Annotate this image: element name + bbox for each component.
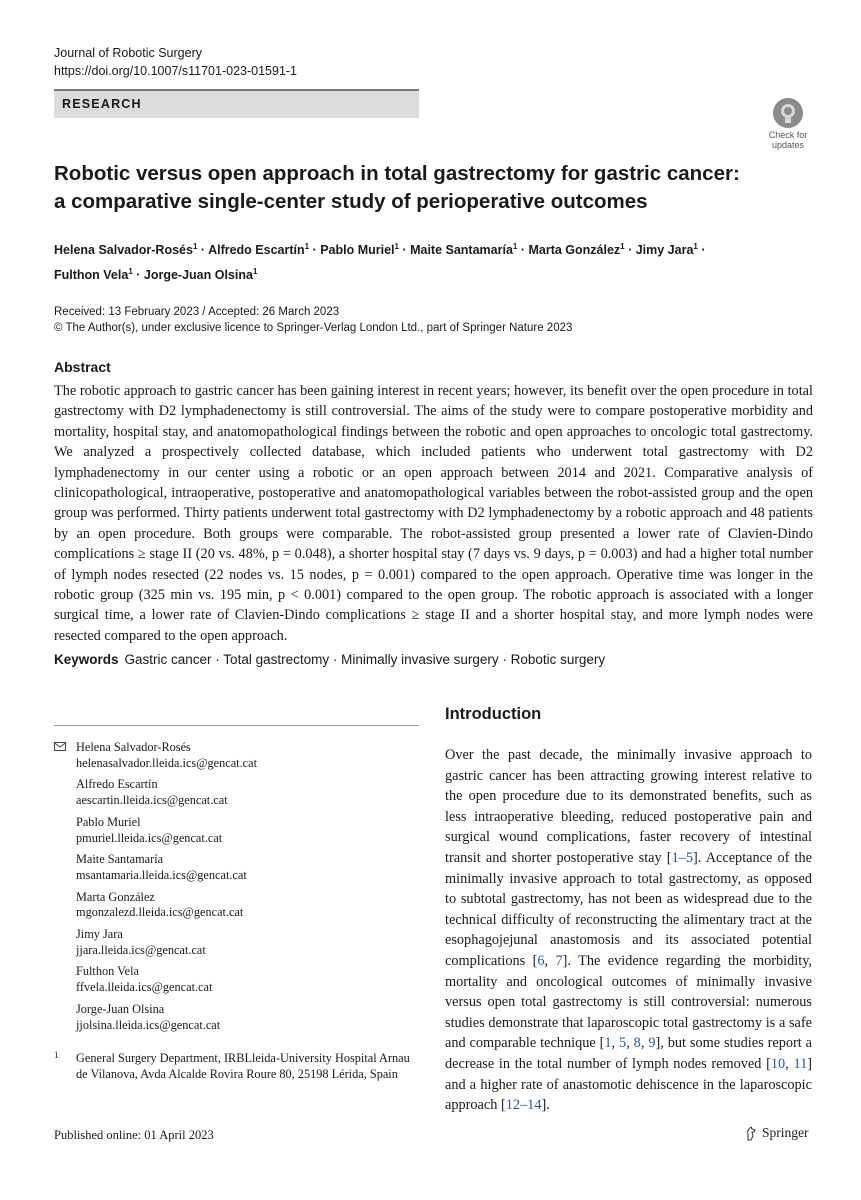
citation-link[interactable]: 7 xyxy=(555,952,563,969)
springer-logo xyxy=(745,1125,809,1141)
author-name[interactable]: Pablo Muriel xyxy=(320,243,395,258)
contact-email[interactable]: aescartin.lleida.ics@gencat.cat xyxy=(76,793,228,808)
contact-email[interactable]: helenasalvador.lleida.ics@gencat.cat xyxy=(76,755,258,770)
intro-text-segment: ] and a higher rate of anastomotic dehiscence in the laparoscopic approach [ xyxy=(445,1055,812,1114)
keywords-text: Gastric cancer · Total gastrectomy · Minimally invasive surgery · Robotic surgery xyxy=(124,652,606,667)
keywords-label: Keywords xyxy=(54,652,119,667)
title-line-2: a comparative single-center study of perioperative outcomes xyxy=(54,190,648,213)
author-list xyxy=(54,236,814,286)
intro-text-segment: , xyxy=(626,1035,634,1052)
contact-email[interactable]: jjolsina.lleida.ics@gencat.cat xyxy=(76,1017,221,1032)
intro-text-segment: , xyxy=(544,952,556,969)
author-affiliation-marker: 1 xyxy=(620,242,625,251)
contact-name: Helena Salvador-Rosés xyxy=(76,740,191,754)
contact-email[interactable]: pmuriel.lleida.ics@gencat.cat xyxy=(76,830,223,845)
introduction-text xyxy=(445,745,812,1116)
affiliation-text: General Surgery Department, IRBLleida-University Hospital Arnau de Vilanova, Avda Alcalde Rovira Roure 80, 25198 Lérida, Spain xyxy=(76,1051,410,1081)
copyright-line: © The Author(s), under exclusive licence to Springer-Verlag London Ltd., part of Springer Nature 2023 xyxy=(54,321,573,334)
citation-link[interactable]: 11 xyxy=(793,1055,808,1072)
article-dates xyxy=(54,305,572,336)
footnote-divider xyxy=(54,725,419,726)
contact-name: Jorge-Juan Olsina xyxy=(76,1001,165,1016)
contact-entry xyxy=(54,815,424,846)
author-separator: · xyxy=(197,243,209,258)
envelope-icon xyxy=(54,742,66,751)
contact-entry xyxy=(54,740,424,771)
abstract-heading: Abstract xyxy=(54,359,111,375)
author-affiliation-marker: 1 xyxy=(512,242,518,251)
abstract-text: The robotic approach to gastric cancer has been gaining interest in recent years; however, its benefit over the open procedure in total gastrectomy with D2 lymphadenectomy is still controversial. The aims of the study were to compare postoperative morbidity and mortality, hospital stay, and anatomopathological findings between the robotic and open approaches to oncologic total gastrectomy. We analyzed a prospectively collected database, which included patients who underwent total gastrectomy with D2 lymphadenectomy in our center using a robotic or an open approach between 2014 and 2021. Comparative analysis of clinicopathological, intraoperative, postoperative and anatomopathological variables between the robot-assisted group and the open group was performed. Thirty patients underwent total gastrectomy with D2 lymphadenectomy by a robotic approach and 48 patients by an open procedure. Both groups were comparable. The robot-assisted group presented a lower rate of Clavien-Dindo complications ≥ stage II (20 vs. 48%, p = 0.048), a shorter hospital stay (7 days vs. 9 days, p = 0.003) and had a higher total number of lymph nodes resected (22 nodes vs. 15 nodes, p = 0.001) compared to the open approach. Operative time was longer in the robotic group (325 min vs. 195 min, p < 0.001) compared to the open group. The robotic approach is associated with a longer surgical time, a lower rate of Clavien-Dindo complications ≥ stage II and a shorter hospital stay, and more lymph nodes were resected compared to the open approach. xyxy=(54,383,813,644)
citation-link[interactable]: 10 xyxy=(770,1055,786,1072)
citation-link[interactable]: 9 xyxy=(648,1035,656,1052)
springer-horse-icon xyxy=(745,1126,757,1141)
section-label: RESEARCH xyxy=(54,91,419,118)
contact-name: Pablo Muriel xyxy=(76,814,141,829)
publisher-name: Springer xyxy=(762,1125,809,1140)
intro-text-segment: ], but some studies report a decrease in the total number of lymph nodes removed [ xyxy=(445,1035,812,1072)
contact-list xyxy=(54,740,424,1039)
author-affiliation-marker: 1 xyxy=(693,242,698,251)
journal-name: Journal of Robotic Surgery xyxy=(54,46,202,60)
contact-name: Alfredo Escartín xyxy=(76,777,158,792)
contact-name: Maite Santamaría xyxy=(76,852,164,867)
author-separator: · xyxy=(517,243,529,258)
contact-email[interactable]: jjara.lleida.ics@gencat.cat xyxy=(76,942,206,957)
citation-link[interactable]: 6 xyxy=(537,952,545,969)
title-line-1: Robotic versus open approach in total gastrectomy for gastric cancer: xyxy=(54,162,740,185)
author-affiliation-marker: 1 xyxy=(252,267,258,277)
intro-text-segment: , xyxy=(611,1035,620,1052)
intro-text-segment: ]. The evidence regarding the morbidity, mortality and oncological outcomes of minimally invasive versus open total gastrectomy is still controversial: numerous studies demonstrate that laparoscopic total gastrectomy is a safe and comparable technique [ xyxy=(445,952,812,1052)
author-separator: · xyxy=(624,243,636,258)
published-online: Published online: 01 April 2023 xyxy=(54,1128,214,1142)
author-name[interactable]: Maite Santamaría xyxy=(410,243,513,258)
check-updates-icon xyxy=(773,98,803,128)
author-affiliation-marker: 1 xyxy=(304,242,310,251)
check-updates-line1: Check for xyxy=(768,130,808,140)
contact-entry xyxy=(54,927,424,958)
intro-text-segment: ]. Acceptance of the minimally invasive approach to total gastrectomy, as opposed to subtotal gastrectomy, has not been as widespread due to the technical difficulty of reconstructing the alimentary tract at the esophagojejunal anastomosis and its associated potential complications [ xyxy=(445,849,813,969)
author-name[interactable]: Alfredo Escartín xyxy=(208,243,305,258)
introduction-heading: Introduction xyxy=(445,705,542,723)
contact-entry xyxy=(54,890,424,921)
author-separator: · xyxy=(132,268,144,283)
intro-text-segment: Over the past decade, the minimally invasive approach to gastric cancer has been attracting growing interest relative to the open procedure due to its demonstrated benefits, such as less intraoperative bleeding, reduced postoperative pain and surgical wound complications, faster recovery of intestinal transit and shorter postoperative stay [ xyxy=(445,747,812,866)
contact-email[interactable]: mgonzalezd.lleida.ics@gencat.cat xyxy=(76,905,244,920)
keywords xyxy=(54,650,605,670)
citation-link[interactable]: 8 xyxy=(633,1035,641,1052)
contact-email[interactable]: msantamaria.lleida.ics@gencat.cat xyxy=(76,867,247,882)
affiliation-footnote xyxy=(54,1050,424,1082)
affiliation-number: 1 xyxy=(54,1050,59,1060)
contact-entry xyxy=(54,852,424,883)
citation-link[interactable]: 12–14 xyxy=(505,1097,542,1114)
author-affiliation-marker: 1 xyxy=(192,242,198,251)
contact-entry xyxy=(54,1002,424,1033)
author-separator: · xyxy=(309,243,321,258)
author-affiliation-marker: 1 xyxy=(128,267,133,277)
author-name[interactable]: Marta González xyxy=(528,243,621,258)
author-separator: · xyxy=(398,243,411,258)
received-accepted: Received: 13 February 2023 / Accepted: 26 March 2023 xyxy=(54,306,340,318)
citation-link[interactable]: 1 xyxy=(604,1035,612,1052)
contact-entry xyxy=(54,777,424,808)
contact-name: Marta González xyxy=(76,889,155,904)
author-name[interactable]: Jorge-Juan Olsina xyxy=(143,268,253,283)
author-name[interactable]: Helena Salvador-Rosés xyxy=(54,243,193,258)
author-affiliation-marker: 1 xyxy=(394,242,399,251)
journal-header xyxy=(54,44,297,80)
intro-text-segment: , xyxy=(785,1055,794,1072)
contact-name: Fulthon Vela xyxy=(76,964,139,979)
paper-title xyxy=(54,160,814,216)
intro-text-segment: , xyxy=(640,1035,649,1052)
citation-link[interactable]: 5 xyxy=(619,1035,627,1052)
author-separator: · xyxy=(697,243,706,258)
intro-text-segment: ]. xyxy=(541,1097,550,1114)
contact-name: Jimy Jara xyxy=(76,927,123,942)
contact-email[interactable]: ffvela.lleida.ics@gencat.cat xyxy=(76,980,213,995)
contact-entry xyxy=(54,964,424,995)
citation-link[interactable]: 1–5 xyxy=(671,849,694,866)
author-name[interactable]: Jimy Jara xyxy=(635,243,694,258)
check-for-updates-badge[interactable] xyxy=(764,98,812,150)
doi-link[interactable]: https://doi.org/10.1007/s11701-023-01591-1 xyxy=(54,64,298,78)
author-name[interactable]: Fulthon Vela xyxy=(54,268,129,283)
check-updates-line2: updates xyxy=(771,140,805,150)
